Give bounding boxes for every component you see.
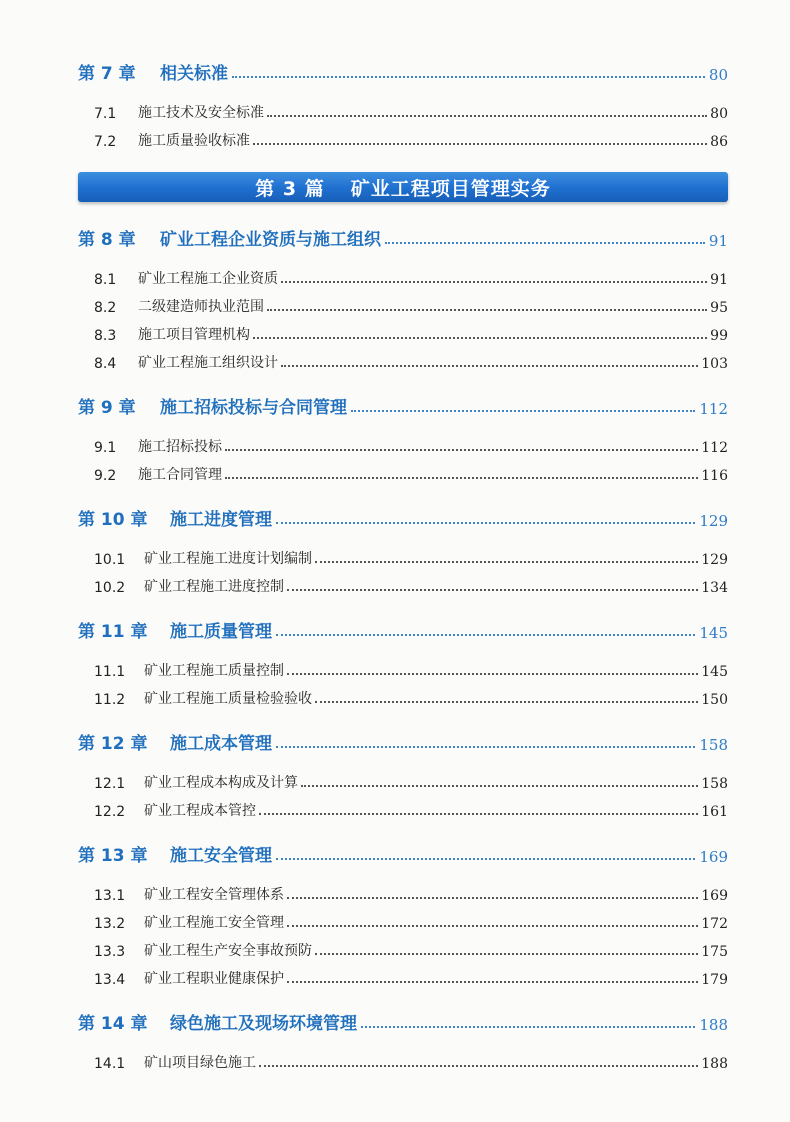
section-number: 13.3 — [94, 944, 126, 960]
chapter-page: 80 — [708, 66, 728, 84]
toc-section[interactable] — [94, 938, 728, 960]
toc-section[interactable] — [94, 128, 728, 150]
section-number: 10.2 — [94, 580, 126, 596]
section-page: 91 — [710, 272, 728, 288]
section-title: 施工合同管理 — [138, 467, 222, 483]
toc-chapter-7[interactable] — [78, 58, 728, 84]
toc-section[interactable] — [94, 686, 728, 708]
dot-leader — [281, 281, 707, 283]
dot-leader — [225, 449, 698, 451]
part-number: 第 3 篇 — [255, 177, 325, 200]
section-number: 12.1 — [94, 776, 126, 792]
dot-leader — [287, 925, 698, 927]
section-page: 172 — [701, 916, 728, 932]
section-page: 179 — [701, 972, 728, 988]
dot-leader — [315, 701, 698, 703]
toc-section[interactable] — [94, 882, 728, 904]
chapter-page: 112 — [699, 400, 728, 418]
chapter-page: 158 — [699, 736, 728, 754]
section-page: 158 — [701, 776, 728, 792]
section-page: 175 — [701, 944, 728, 960]
toc-chapter-13[interactable] — [78, 840, 728, 866]
section-title: 矿业工程成本管控 — [144, 803, 256, 819]
chapter-title: 矿业工程企业资质与施工组织 — [160, 230, 381, 250]
dot-leader — [259, 813, 698, 815]
section-title: 矿山项目绿色施工 — [144, 1055, 256, 1071]
section-number: 7.2 — [94, 134, 117, 150]
toc-section[interactable] — [94, 350, 728, 372]
dot-leader — [385, 242, 705, 244]
section-number: 8.3 — [94, 328, 117, 344]
toc-section[interactable] — [94, 434, 728, 456]
section-number: 9.2 — [94, 468, 117, 484]
section-page: 86 — [710, 134, 728, 150]
dot-leader — [361, 1026, 695, 1028]
toc-section[interactable] — [94, 294, 728, 316]
dot-leader — [276, 634, 695, 636]
section-page: 161 — [701, 804, 728, 820]
chapter-number: 第 7 章 — [78, 64, 136, 84]
chapter-title: 相关标准 — [160, 64, 228, 84]
section-number: 13.2 — [94, 916, 126, 932]
section-number: 12.2 — [94, 804, 126, 820]
chapter-page: 145 — [699, 624, 728, 642]
part-banner[interactable] — [78, 172, 728, 202]
toc-section[interactable] — [94, 574, 728, 596]
section-title: 矿业工程施工组织设计 — [138, 355, 278, 371]
section-page: 103 — [701, 356, 728, 372]
toc-section[interactable] — [94, 798, 728, 820]
chapter-title: 施工招标投标与合同管理 — [160, 398, 347, 418]
dot-leader — [287, 981, 698, 983]
toc-chapter-12[interactable] — [78, 728, 728, 754]
section-title: 二级建造师执业范围 — [138, 299, 264, 315]
section-page: 150 — [701, 692, 728, 708]
dot-leader — [301, 785, 698, 787]
section-page: 99 — [710, 328, 728, 344]
toc-section[interactable] — [94, 770, 728, 792]
chapter-title: 施工安全管理 — [170, 846, 272, 866]
chapter-title: 施工质量管理 — [170, 622, 272, 642]
toc-section[interactable] — [94, 546, 728, 568]
section-page: 129 — [701, 552, 728, 568]
dot-leader — [315, 561, 698, 563]
dot-leader — [315, 953, 698, 955]
section-number: 7.1 — [94, 106, 117, 122]
section-title: 矿业工程施工企业资质 — [138, 271, 278, 287]
section-number: 9.1 — [94, 440, 117, 456]
chapter-title: 施工进度管理 — [170, 510, 272, 530]
dot-leader — [276, 858, 695, 860]
dot-leader — [253, 143, 707, 145]
section-number: 8.1 — [94, 272, 117, 288]
toc-chapter-9[interactable] — [78, 392, 728, 418]
dot-leader — [267, 115, 707, 117]
dot-leader — [259, 1065, 698, 1067]
toc-chapter-11[interactable] — [78, 616, 728, 642]
chapter-number: 第 9 章 — [78, 398, 136, 418]
toc-chapter-14[interactable] — [78, 1008, 728, 1034]
section-number: 11.2 — [94, 692, 126, 708]
dot-leader — [267, 309, 707, 311]
chapter-number: 第 12 章 — [78, 734, 148, 754]
section-title: 施工技术及安全标准 — [138, 105, 264, 121]
toc-chapter-10[interactable] — [78, 504, 728, 530]
section-title: 矿业工程成本构成及计算 — [144, 775, 298, 791]
section-title: 矿业工程施工进度计划编制 — [144, 551, 312, 567]
section-title: 施工招标投标 — [138, 439, 222, 455]
section-title: 矿业工程施工质量控制 — [144, 663, 284, 679]
section-number: 13.4 — [94, 972, 126, 988]
dot-leader — [281, 365, 698, 367]
chapter-number: 第 14 章 — [78, 1014, 148, 1034]
toc-section[interactable] — [94, 100, 728, 122]
chapter-number: 第 11 章 — [78, 622, 148, 642]
section-title: 矿业工程生产安全事故预防 — [144, 943, 312, 959]
section-number: 10.1 — [94, 552, 126, 568]
toc-section[interactable] — [94, 462, 728, 484]
dot-leader — [276, 746, 695, 748]
section-page: 112 — [701, 440, 728, 456]
dot-leader — [351, 410, 695, 412]
section-page: 80 — [710, 106, 728, 122]
dot-leader — [253, 337, 707, 339]
dot-leader — [276, 522, 695, 524]
section-page: 116 — [701, 468, 728, 484]
section-page: 169 — [701, 888, 728, 904]
section-number: 8.4 — [94, 356, 117, 372]
chapter-number: 第 13 章 — [78, 846, 148, 866]
section-title: 施工质量验收标准 — [138, 133, 250, 149]
section-number: 14.1 — [94, 1056, 126, 1072]
toc-section[interactable] — [94, 322, 728, 344]
section-number: 13.1 — [94, 888, 126, 904]
section-number: 11.1 — [94, 664, 126, 680]
toc-section[interactable] — [94, 966, 728, 988]
section-title: 矿业工程施工质量检验验收 — [144, 691, 312, 707]
chapter-title: 绿色施工及现场环境管理 — [170, 1014, 357, 1034]
dot-leader — [287, 897, 698, 899]
section-page: 145 — [701, 664, 728, 680]
chapter-title: 施工成本管理 — [170, 734, 272, 754]
chapter-page: 91 — [708, 232, 728, 250]
section-page: 188 — [701, 1056, 728, 1072]
dot-leader — [287, 673, 698, 675]
section-title: 施工项目管理机构 — [138, 327, 250, 343]
section-number: 8.2 — [94, 300, 117, 316]
section-title: 矿业工程施工安全管理 — [144, 915, 284, 931]
toc-section[interactable] — [94, 266, 728, 288]
dot-leader — [287, 589, 698, 591]
dot-leader — [232, 76, 705, 78]
chapter-number: 第 8 章 — [78, 230, 136, 250]
toc-section[interactable] — [94, 910, 728, 932]
section-title: 矿业工程职业健康保护 — [144, 971, 284, 987]
section-page: 95 — [710, 300, 728, 316]
chapter-number: 第 10 章 — [78, 510, 148, 530]
section-title: 矿业工程施工进度控制 — [144, 579, 284, 595]
chapter-page: 188 — [699, 1016, 728, 1034]
section-page: 134 — [701, 580, 728, 596]
dot-leader — [225, 477, 698, 479]
chapter-page: 129 — [699, 512, 728, 530]
toc-section[interactable] — [94, 1050, 728, 1072]
toc-section[interactable] — [94, 658, 728, 680]
section-title: 矿业工程安全管理体系 — [144, 887, 284, 903]
toc-chapter-8[interactable] — [78, 224, 728, 250]
chapter-page: 169 — [699, 848, 728, 866]
part-title: 矿业工程项目管理实务 — [350, 177, 551, 200]
